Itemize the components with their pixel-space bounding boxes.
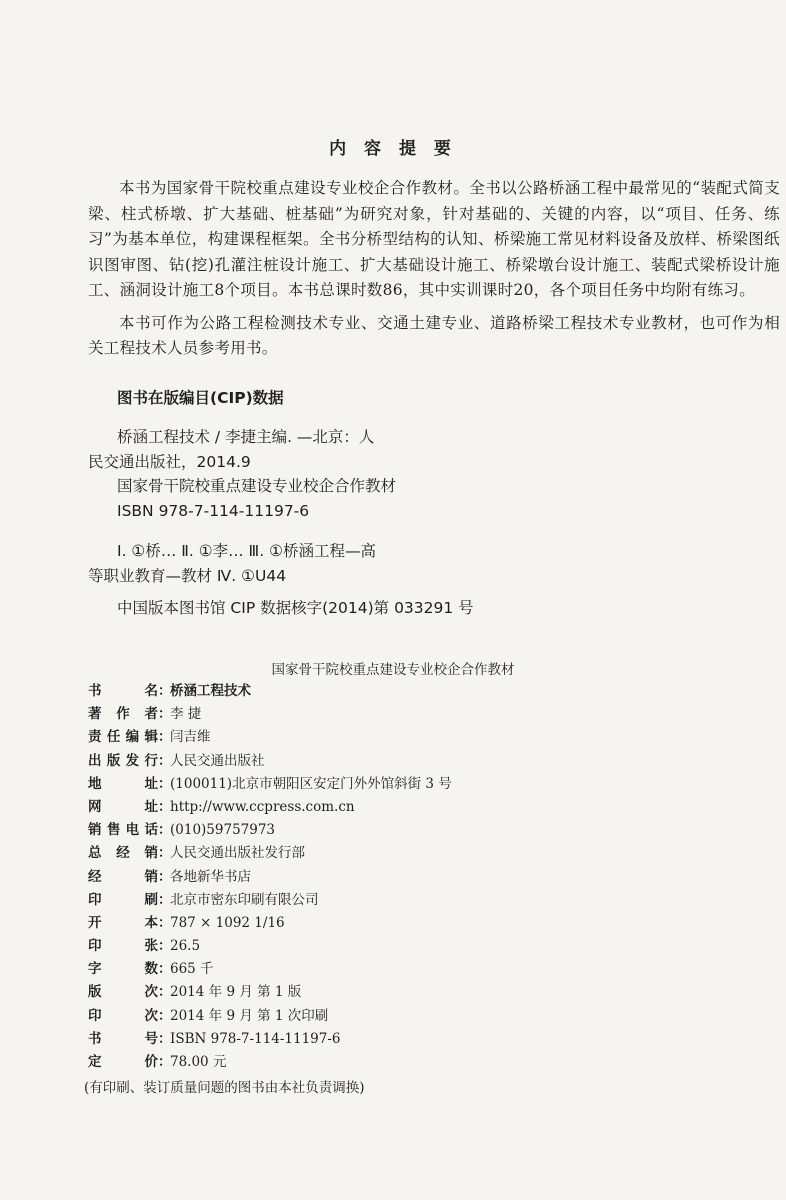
detail-value: http://www.ccpress.com.cn [170, 798, 355, 815]
cip-line: 民交通出版社，2014.9 [88, 452, 251, 471]
detail-label: 书号 [88, 1030, 158, 1047]
detail-row-address [88, 773, 588, 796]
detail-colon: ： [158, 798, 172, 815]
summary-title: 内 容 提 要 [329, 139, 457, 159]
detail-label: 印次 [88, 1007, 158, 1024]
cip-line: ISBN 978-7-114-11197-6 [117, 501, 310, 520]
detail-value: ISBN 978-7-114-11197-6 [170, 1030, 341, 1047]
detail-row-price [88, 1051, 588, 1074]
detail-row-edition [88, 981, 588, 1004]
detail-value: 26.5 [170, 938, 201, 955]
detail-value: 78.00 元 [170, 1054, 227, 1070]
detail-row-sheets [88, 935, 588, 958]
detail-value: 各地新华书店 [170, 868, 251, 885]
detail-value: 787 × 1092 1/16 [170, 914, 285, 931]
detail-value: 665 千 [170, 961, 214, 978]
publication-details [88, 680, 588, 1074]
detail-colon: ： [158, 961, 172, 978]
detail-label: 定价 [88, 1054, 158, 1070]
detail-row-author [88, 703, 588, 726]
detail-value: 李 捷 [170, 706, 202, 723]
cip-line: 国家骨干院校重点建设专业校企合作教材 [117, 477, 397, 495]
detail-row-format [88, 912, 588, 935]
detail-colon: ： [158, 1007, 172, 1024]
detail-label: 销售电话 [88, 822, 158, 839]
series-title: 国家骨干院校重点建设专业校企合作教材 [271, 662, 515, 678]
detail-row-isbn [88, 1028, 588, 1051]
detail-value: 人民交通出版社 [170, 752, 265, 769]
detail-value: 2014 年 9 月 第 1 版 [170, 984, 302, 1001]
cip-line: 桥涵工程技术 / 李捷主编. —北京：人 [117, 428, 375, 446]
detail-row-website [88, 796, 588, 819]
detail-label: 印刷 [88, 891, 158, 908]
detail-label: 出版发行 [88, 752, 158, 769]
cip-number: 中国版本图书馆 CIP 数据核字(2014)第 033291 号 [117, 599, 474, 617]
detail-colon: ： [158, 775, 172, 792]
cip-spacer [88, 523, 508, 539]
detail-label: 书名 [88, 683, 158, 699]
detail-colon: ： [158, 938, 172, 955]
detail-label: 责任编辑 [88, 729, 158, 746]
detail-colon: ： [158, 683, 172, 699]
detail-label: 印张 [88, 938, 158, 955]
detail-label: 字数 [88, 961, 158, 978]
cip-class-line: Ⅰ. ①桥… Ⅱ. ①李… Ⅲ. ①桥涵工程—高 [117, 542, 376, 560]
detail-row-phone [88, 819, 588, 842]
detail-colon: ： [158, 706, 172, 723]
detail-row-distributor [88, 866, 588, 889]
detail-value: 2014 年 9 月 第 1 次印刷 [170, 1007, 329, 1024]
detail-colon: ： [158, 729, 172, 746]
detail-value: 人民交通出版社发行部 [170, 845, 305, 862]
detail-value: 闫吉维 [170, 729, 211, 746]
detail-colon: ： [158, 752, 172, 769]
detail-colon: ： [158, 845, 172, 862]
detail-row-general-distributor [88, 842, 588, 865]
summary-paragraph-1: 本书为国家骨干院校重点建设专业校企合作教材。全书以公路桥涵工程中最常见的“装配式简支梁、柱式桥墩、扩大基础、桩基础”为研究对象，针对基础的、关键的内容，以“项目、任务、练习”为基本单位，构建课程框架。全书分桥型结构的认知、桥梁施工常见材料设备及放样、桥梁图纸识图审图、钻(挖)孔灌注桩设计施工、扩大基础设计施工、桥梁墩台设计施工、装配式梁桥设计施工、涵洞设计施工8个项目。本书总课时数86，其中实训课时20，各个项目任务中均附有练习。 [88, 179, 780, 299]
summary-paragraph-2: 本书可作为公路工程检测技术专业、交通土建专业、道路桥梁工程技术专业教材，也可作为相关工程技术人员参考用书。 [88, 313, 780, 357]
detail-colon: ： [158, 914, 172, 931]
cip-record [88, 425, 508, 588]
detail-label: 版次 [88, 984, 158, 1001]
detail-colon: ： [158, 822, 172, 839]
detail-colon: ： [158, 1054, 172, 1070]
detail-colon: ： [158, 1030, 172, 1047]
summary-text [88, 176, 780, 369]
detail-row-editor [88, 726, 588, 749]
detail-colon: ： [158, 891, 172, 908]
detail-row-printing [88, 1005, 588, 1028]
detail-value: 北京市密东印刷有限公司 [170, 891, 319, 908]
detail-row-printer [88, 889, 588, 912]
detail-label: 地址 [88, 775, 158, 792]
detail-value: (100011)北京市朝阳区安定门外外馆斜街 3 号 [170, 775, 452, 792]
detail-value: 桥涵工程技术 [170, 683, 251, 699]
quality-note: (有印刷、装订质量问题的图书由本社负责调换) [84, 1080, 365, 1096]
detail-row-title [88, 680, 588, 703]
detail-row-publisher [88, 750, 588, 773]
detail-label: 经销 [88, 868, 158, 885]
detail-label: 网址 [88, 798, 158, 815]
cip-heading: 图书在版编目(CIP)数据 [117, 389, 284, 407]
detail-label: 开本 [88, 914, 158, 931]
detail-label: 总经销 [88, 845, 158, 862]
cip-class-line: 等职业教育—教材 Ⅳ. ①U44 [88, 566, 287, 585]
detail-colon: ： [158, 984, 172, 1001]
detail-colon: ： [158, 868, 172, 885]
detail-value: (010)59757973 [170, 822, 276, 839]
detail-label: 著作者 [88, 706, 158, 723]
detail-row-word-count [88, 958, 588, 981]
